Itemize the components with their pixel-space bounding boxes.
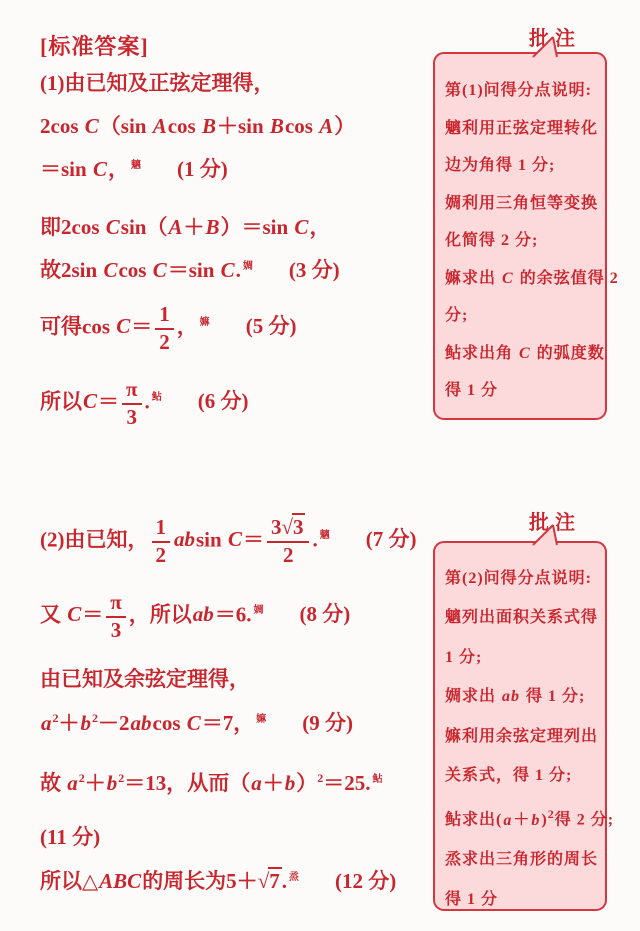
math-variable: ab [192,602,214,627]
math-text: 烝求出三角形的周长 [445,851,599,869]
math-variable: C [103,258,118,282]
solution-line [40,214,330,240]
score-label: (1 分) [176,157,228,181]
exponent: 2 [52,711,59,725]
math-text: 鲇求出角 [445,344,519,362]
annotation-line [445,72,599,110]
math-text: 1 [155,515,166,539]
sqrt-expression [258,869,282,893]
math-text: 又 [40,602,67,627]
math-text: 2 [282,542,294,567]
annotation-line [445,795,615,840]
math-text: 婤求出 [445,688,502,706]
math-text: ＋ [513,811,531,829]
denominator [155,330,174,355]
math-text: ，所以 [128,602,192,627]
annotation-label-1: 批注 [529,28,581,50]
fraction [267,516,310,567]
math-text: 所以△ [40,869,99,893]
fraction [152,516,171,567]
math-variable: C [519,344,531,362]
numerator [152,516,171,543]
math-text: ＝ [131,314,153,339]
math-variable: B [205,215,220,239]
math-variable: C [92,157,107,181]
math-text: ＝sin [40,157,92,181]
math-text: cos [284,114,319,138]
math-text: 1 [159,302,170,326]
annotation-line [445,372,599,410]
math-variable: C [83,389,98,414]
math-variable: b [531,811,541,829]
math-text: ＝6. [214,602,252,627]
math-text: ＝13，从而（ [124,771,251,795]
math-text: ＋ [183,215,205,239]
math-text: 1 分; [445,648,483,666]
math-variable: b [106,771,118,795]
numerator [122,378,142,405]
math-text: 第(2)问得分点说明: [445,570,592,587]
math-text: 由已知及余弦定理得， [40,667,250,691]
math-text: 所以 [40,389,82,414]
math-variable: C [186,711,201,735]
radical-icon: √ [257,869,270,893]
score-marker: 鲇 [372,774,383,785]
math-text: ＋sin [216,114,269,138]
math-text: . [144,389,150,414]
math-text: 得 1 分; [521,688,586,706]
math-text: ＋ [58,711,80,735]
score-label: (9 分) [302,711,354,735]
math-text: 婤利用三角恒等变换 [445,194,599,212]
solution-line [40,257,340,283]
solution-line [40,516,416,567]
math-text: (1)由已知及正弦定理得， [40,71,275,95]
math-text: ＋ [84,771,106,795]
math-variable: a [41,711,52,735]
solution-line [40,710,353,736]
annotation-line [445,559,599,598]
page-title: [标准答案] [40,34,149,59]
annotation-line [445,840,599,879]
fraction [106,591,126,642]
fraction [155,303,174,354]
annotation-line [445,880,599,919]
score-label: (8 分) [299,602,351,627]
math-text: ， [107,157,129,181]
math-text: 魑列出面积关系式得 [445,609,599,627]
score-label: (6 分) [197,389,249,414]
math-text: 2 [159,329,170,354]
math-text: 故 [40,771,67,795]
annotation-line [445,677,599,716]
annotation-label-2: 批注 [529,512,581,534]
math-text: . [235,258,241,282]
score-label: (5 分) [245,314,297,339]
radicand: 3 [292,515,304,539]
radicand: 7 [269,869,280,893]
math-variable: C [227,527,242,552]
fraction [122,378,142,429]
math-variable: C [294,215,309,239]
math-text: ） [334,114,356,138]
math-variable: ab [174,527,195,552]
math-text: （sin [99,114,152,138]
math-text: ) [541,811,548,829]
math-variable: C [84,114,99,138]
score-marker: 魑 [319,530,330,542]
score-marker: 烝 [288,872,299,883]
numerator [106,591,126,618]
math-text: ） [296,771,318,795]
math-variable: C [105,215,120,239]
exponent: 2 [118,771,125,785]
math-variable: a [251,771,262,795]
math-variable: A [152,114,167,138]
score-marker: 魑 [130,160,141,171]
numerator [155,303,174,330]
score-marker: 嫲 [256,714,267,725]
math-text: 2 [155,542,166,567]
math-text: sin [196,527,227,552]
math-text: 关系式，得 1 分; [445,767,573,785]
math-text: ＝ [98,389,120,414]
math-text: 分; [445,307,469,324]
denominator [122,405,142,430]
math-text: 得 2 分; [554,811,615,829]
annotation-line [445,638,599,677]
math-text: 3 [126,404,138,429]
math-text: 魑利用正弦定理转化 [445,119,599,137]
solution-line [40,303,297,354]
math-text: 2cos [40,114,84,138]
annotation-line [445,335,605,373]
score-label: (3 分) [288,258,340,282]
exponent: 2 [317,771,324,785]
math-text: ＝25. [323,771,371,795]
solution-line [40,770,383,796]
math-variable: b [80,711,91,735]
math-text: ）＝sin [220,215,294,239]
math-variable: C [152,258,167,282]
annotation-box-1 [433,52,619,420]
math-variable: A [168,215,183,239]
math-text: ＋ [262,771,284,795]
math-text: 故2sin [40,258,103,282]
math-variable: a [503,811,513,829]
math-variable: C [502,269,514,287]
math-variable: ab [130,711,152,735]
math-text: 的周长为5＋ [142,869,258,893]
math-text: ＝ [82,602,104,627]
math-variable: b [284,771,296,795]
math-text: －2 [98,711,130,735]
annotation-line [445,598,599,637]
sqrt-expression [281,515,305,539]
math-variable: A [319,114,334,138]
math-text: cos [167,114,201,138]
math-variable: B [201,114,216,138]
score-label: (12 分) [334,869,397,893]
math-text: . [312,527,318,552]
annotation-tail-icon [527,524,563,546]
math-variable: ABC [99,869,142,893]
annotation-line [445,110,599,148]
solution-line [40,591,350,642]
denominator [152,543,171,568]
exponent: 2 [92,711,98,725]
solution-line [40,666,250,692]
solution-line [40,70,275,96]
math-text: 的余弦值得 2 [514,269,619,287]
solution-line [40,824,100,850]
exponent: 2 [547,807,555,822]
math-text: (2)由已知， [40,527,149,552]
solution-line [40,868,396,894]
solution-line [40,113,355,139]
math-text: 边为角得 1 分; [445,157,556,174]
math-variable: B [269,114,284,138]
numerator [267,516,310,543]
solution-line [40,378,249,429]
math-variable: C [220,258,235,282]
annotation-line [445,717,599,756]
annotation-box-2 [433,541,615,911]
math-text: ， [309,215,331,239]
math-text: 嫲求出 [445,269,502,287]
annotation-line [445,222,599,260]
math-text: π [126,377,138,401]
denominator [106,618,126,643]
radical-icon: √ [281,515,293,539]
math-text: . [281,869,287,893]
annotation-line [445,297,599,335]
math-text: ＝sin [167,258,220,282]
math-text: 得 1 分 [445,890,499,908]
math-variable: C [116,314,131,339]
score-marker: 鲇 [151,392,162,404]
math-text: cos [152,711,186,735]
annotation-tail-icon [527,36,563,58]
score-marker: 婤 [242,261,253,272]
annotation-line [445,185,599,223]
math-text: 可得cos [40,314,116,339]
math-text: 即2cos [40,215,105,239]
math-text: ＝ [242,527,264,552]
score-label: (7 分) [365,527,417,552]
math-variable: a [67,771,78,795]
math-text: π [110,590,122,614]
math-text: sin（ [120,215,168,239]
math-text: 的弧度数 [531,344,605,362]
math-text: 第(1)问得分点说明: [445,82,592,99]
math-variable: ab [502,688,521,706]
denominator [267,543,310,568]
math-text: 嫲利用余弦定理列出 [445,727,599,745]
math-text: 鲇求出( [445,811,503,829]
math-text: ＝7， [201,711,255,735]
score-marker: 嫲 [199,317,210,329]
score-marker: 婤 [253,605,264,617]
annotation-line [445,260,619,298]
math-variable: C [67,602,82,627]
math-text: (11 分) [40,825,101,849]
math-text: ， [176,314,198,339]
exponent: 2 [78,771,85,785]
math-text: 3 [270,515,282,539]
math-text: 得 1 分 [445,382,499,399]
solution-line [40,156,228,182]
math-text: 化简得 2 分; [445,232,539,249]
annotation-line [445,756,599,795]
math-text: 3 [110,617,122,642]
math-text: cos [118,258,152,282]
annotation-line [445,147,599,185]
